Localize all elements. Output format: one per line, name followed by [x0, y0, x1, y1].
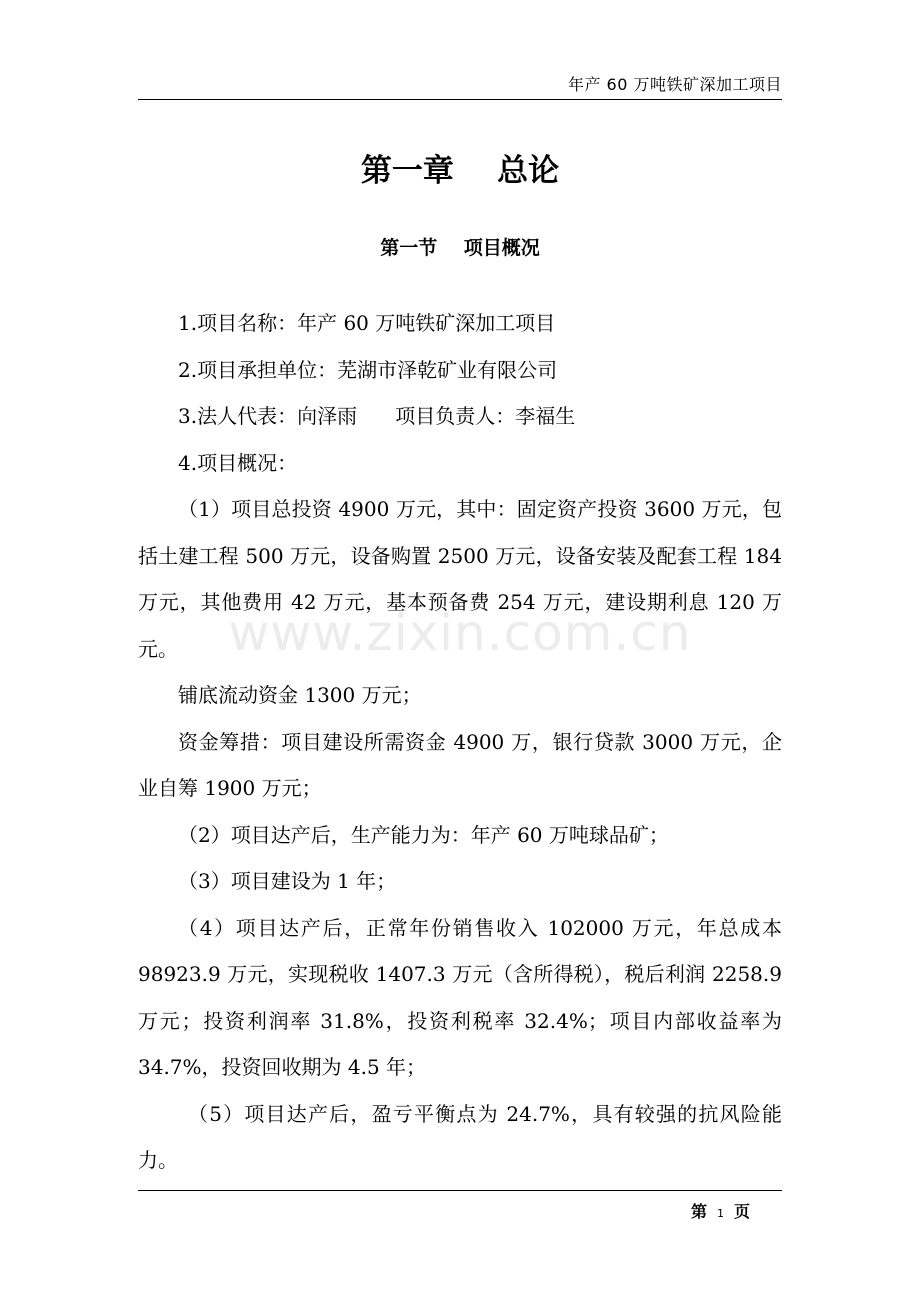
paragraph-total-investment: （1）项目总投资 4900 万元，其中：固定资产投资 3600 万元，包括土建工程 500 万元，设备购置 2500 万元，设备安装及配套工程 184 万元，其他费用 42 万元，基本预备费 254 万元，建设期利息 120 万元。 [138, 497, 782, 661]
section-title: 第一节 项目概况 [380, 237, 540, 259]
running-header: 年产 60 万吨铁矿深加工项目 [567, 75, 782, 94]
page-number-value: 1 [717, 1207, 725, 1220]
paragraph-construction-period: （3）项目建设为 1 年； [178, 869, 397, 893]
paragraph-legal-representative: 3.法人代表：向泽雨 项目负责人：李福生 [178, 404, 576, 428]
paragraph-working-capital: 铺底流动资金 1300 万元； [178, 683, 422, 707]
paragraph-undertaking-unit: 2.项目承担单位：芜湖市泽乾矿业有限公司 [178, 357, 558, 382]
page-suffix: 页 [734, 1202, 751, 1221]
paragraph-financial-indicators: （4）项目达产后，正常年份销售收入 102000 万元，年总成本 98923.9 万元，实现税收 1407.3 万元（含所得税），税后利润 2258.9 万元；投资利润率 31.8%，投资利税率 32.4%；项目内部收益率为 34.7%，投资回收期为 4.5 年； [138, 915, 782, 1079]
page-number [691, 1199, 750, 1222]
header-divider [138, 99, 782, 100]
paragraph-overview-heading: 4.项目概况： [178, 450, 298, 475]
paragraph-financing: 资金筹措：项目建设所需资金 4900 万，银行贷款 3000 万元，企业自筹 1900 万元； [138, 729, 782, 800]
paragraph-capacity: （2）项目达产后，生产能力为：年产 60 万吨球品矿； [178, 822, 669, 847]
footer-divider [138, 1190, 782, 1191]
page-prefix: 第 [691, 1202, 708, 1221]
document-body [138, 300, 782, 1184]
chapter-title: 第一章 总论 [360, 153, 560, 189]
paragraph-project-name: 1.项目名称：年产 60 万吨铁矿深加工项目 [178, 311, 556, 335]
watermark: www.zixin.com.cn [228, 604, 692, 662]
paragraph-break-even: （5）项目达产后，盈亏平衡点为 24.7%，具有较强的抗风险能力。 [138, 1101, 782, 1172]
